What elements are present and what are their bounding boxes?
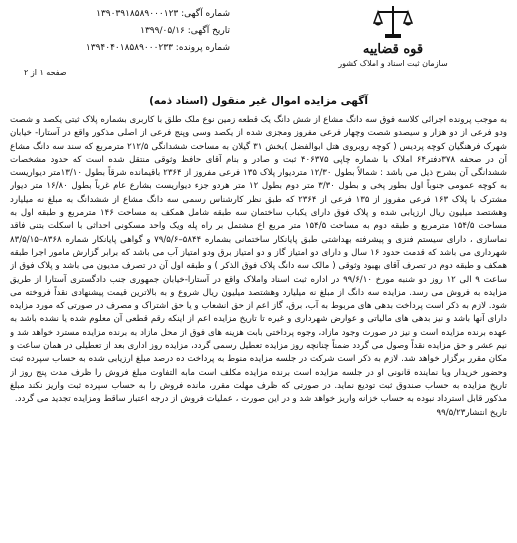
judiciary-emblem <box>293 4 493 94</box>
notice-title: آگهی مزایده اموال غیر منقول (اسناد ذمه) <box>149 95 368 107</box>
notice-meta <box>10 6 230 57</box>
scales-of-justice-icon <box>373 4 413 40</box>
organization-subtitle: سازمان ثبت اسناد و املاک کشور <box>338 59 448 68</box>
notice-date: تاریخ آگهی: ۱۳۹۹/۰۵/۱۶ <box>140 26 230 36</box>
file-number: شماره پرونده: ۱۳۹۴۰۴۰۱۸۵۸۹۰۰۰۲۳۳ <box>85 43 230 53</box>
page-number: صفحه ۱ از ۲ <box>24 68 67 77</box>
organization-name: قوه قضاییه <box>362 42 424 57</box>
notice-paragraph: به موجب پرونده اجرائی کلاسه فوق سه دانگ مشاع از شش دانگ یک قطعه زمین نوع ملک طلق با کاربری بشماره پلاک ثبتی یکصد و شصت ودو فرعی از دو هزار و سیصدو شصت وچهار فرعی مفروز ومجزی شده از یکصد وسی وپنج فرعی از اصلی مذکور واقع در آستارا- خیابان شهرک فرهنگیان کوچه پردیس ( کوچه روبروی هتل ابوالفضل )بخش ۳۱ گیلان به مساحت ششدانگی ۲۱۲/۵ مترمربع که سند سه دانگ مشاع آن در صحفه ۳۷۸دفتر۶۴ املاک با شماره چاپی ۴۰۶۳۷۵ ثبت و صادر و بنام آقای حافظ وثوقی منتقل شده است که حدود مشخصات ششدانگی آن بشرح ذیل می باشد : شمالاً بطول ۱۲/۳۰ متردیوار پلاک ۱۳۵ فرعی مفروز از ۲۳۶۴ باقیمانده شرقاً بطول ۱۳/۱۰متر دیواریست به کوچه عمومی جنوباً اول بطور پخی و بطول ۳/۳۰ متر دوم بطول ۱۲ متر هردو جزء دیواریست بشارع عام غرباً بطول ۱۶/۸۰ متر دیوار مشترک با پلاک ۱۶۳ فرعی مفروز از ۱۳۵ فرعی از ۲۳۶۴ که طبق نظر کارشناس رسمی سه دانگ مشاع از ششدانگ به مبلغ نه میلیارد وهشتصد میلیون ریال ارزیابی شده و پلاک فوق دارای یکباب ساختمان سه طبقه شامل همکف به مساحت ۱۴۶ مترمربع و طبقه اول به مساحت ۱۵۴/۵ مترمربع و طبقه دوم به مساحت ۱۵۴/۵ متر مربع اع مشتمل بر راه پله ویک واحد مسکونی احداثی با اسکلت بتنی فاقد نماسازی ، دارای سیستم فنزی و پیشرفته بهداشتی طبق پایانکار ساختمانی بشماره ۵۸۴۴–۷۹/۵/۶ و گواهی پایانکار شماره ۸۳۶۸–۸۳/۵/۱۵ شهرداری می باشد که قدمت حدود ۱۶ سال و دارای دو امتیاز گاز و دو امتیاز برق ودو امتیاز آب می باشد که برابر گزارش مامور اجرا طبقه همکف و طبقه دوم در تصرف آقای بهبود وثوقی ( مالک سه دانگ پلاک فوق الذکر ) و طبقه اول آن در تصرف مدیون می باشد و پلاک فوق از ساعت ۹ الی ۱۲ روز دو شنبه مورخ ۹۹/۶/۱۰ در اداره ثبت اسناد واملاک واقع در آستارا-خیابان جمهوری جنب دادگستری آستارا از طریق مزایده به فروش می رسد. مزایده سه دانگ از مبلغ نه میلیارد وهشتصد میلیون ریال شروع و به بالاترین قیمت پیشنهادی نقداً فروخته می شود. لازم به ذکر است پرداخت بدهی های مربوط به آب، برق، گاز اعم از حق انشعاب و یا حق اشتراک و مصرف در صورتی که مورد مزایده دارای آنها باشد و نیز بدهی های مالیاتی و عوارض شهرداری و غیره تا تاریخ مزایده اعم از اینکه رقم قطعی آن معلوم شده یا نشده باشد به عهده برنده مزایده است و نیز در صورت وجود مازاد، وجوه پرداختی بابت هزینه های فوق از محل مازاد به برنده مزایده مسترد خواهد شد و نیم عشر و حق مزایده نقداً وصول می گردد ضمناً چنانچه روز مزایده تعطیل رسمی گردد، مزایده روز اداری بعد از تعطیلی در همان ساعت و مکان مقرر برگزار خواهد شد. لازم به ذکر است شرکت در جلسه مزایده منوط به پرداخت ده درصد مبلغ ارزیابی شده به حساب سپرده ثبت وحضور خریدار ویا نماینده قانونی او در جلسه مزایده است برنده مزایده مکلف است مابه التفاوت مبلغ فروش را ظرف مدت پنج روز از تاریخ مزایده به حساب صندوق ثبت تودیع نماید. در صورتی که ظرف مهلت مقرر، مانده فروش را به حساب سپرده ثبت واریز نکند مبلغ مذکور قابل استرداد نبوده به حساب خزانه واریز خواهد شد و در این صورت ، عملیات فروش از درجه اعتبار ساقط ومزایده تجدید می گردد. <box>10 115 507 405</box>
publish-date: تاریخ انتشار۹۹/۵/۲۳ <box>436 407 507 418</box>
notice-number: شماره آگهی: ۱۳۹۰۳۹۱۸۵۸۹۰۰۰۱۲۳ <box>96 9 230 19</box>
notice-body <box>10 114 507 539</box>
